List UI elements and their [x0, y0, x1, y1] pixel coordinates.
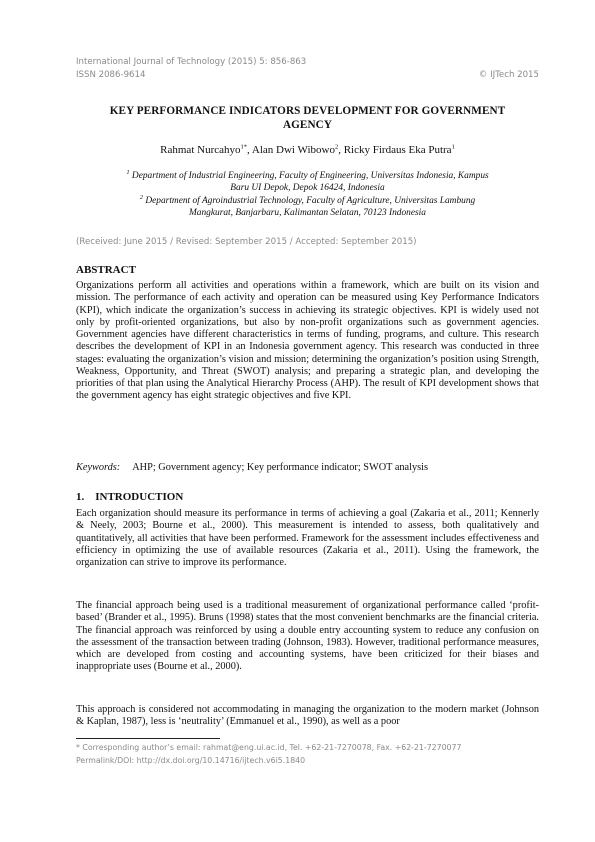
corresponding-author-footnote: * Corresponding author’s email: rahmat@eng.ui.ac.id, Tel. +62-21-7270078, Fax. +62-21-7270077 — [76, 743, 462, 752]
footnote-divider — [76, 738, 220, 739]
affiliation-2-number: 2 — [139, 193, 144, 201]
introduction-paragraph-1: Each organization should measure its performance in terms of achieving a goal (Zakaria et al., 2011; Kennerly & Neely, 2003; Bourne et al., 2000). This measurement is intended to assess, both qualitatively and quantitatively, all activities that have been performed. Framework for the assessment includes effectiveness and efficiency in optimizing the use of available resources (Zakaria et al., 2011). Using the framework, the organization can strive to improve its performance. — [76, 508, 539, 568]
author-1-affil: 1* — [240, 143, 247, 151]
author-list — [76, 144, 539, 156]
author-3: , Ricky Firdaus Eka Putra — [338, 144, 452, 156]
author-2: , Alan Dwi Wibowo — [247, 144, 335, 156]
received-dates: (Received: June 2015 / Revised: September 2015 / Accepted: September 2015) — [76, 237, 417, 247]
copyright: © IJTech 2015 — [478, 70, 539, 80]
journal-citation: International Journal of Technology (2015) 5: 856-863 — [76, 57, 307, 67]
introduction-paragraph-3: This approach is considered not accommodating in managing the organization to the modern market (Johnson & Kaplan, 1987), less is ‘neutrality’ (Emmanuel et al., 1990), as well as a poor — [76, 704, 539, 728]
keywords-text: AHP; Government agency; Key performance indicator; SWOT analysis — [132, 462, 428, 473]
affiliation-1-line-1: Department of Industrial Engineering, Faculty of Engineering, Universitas Indonesia, Kampus — [129, 171, 489, 181]
keywords — [76, 462, 428, 473]
affiliation-2 — [86, 195, 529, 220]
doi-permalink: Permalink/DOI: http://dx.doi.org/10.14716/ijtech.v6i5.1840 — [76, 756, 306, 765]
abstract-heading: ABSTRACT — [76, 264, 136, 276]
title-line-1: KEY PERFORMANCE INDICATORS DEVELOPMENT FOR GOVERNMENT — [109, 105, 506, 117]
affiliation-1 — [86, 170, 529, 195]
paper-title — [76, 104, 539, 132]
title-line-2: AGENCY — [282, 119, 333, 131]
introduction-paragraph-2: The financial approach being used is a traditional measurement of organizational performance called ‘profit-based’ (Brander et al., 1995). Bruns (1998) states that the most convenient benchmarks are the financial criteria. The financial approach was reinforced by using a double entry accounting system to reduce any confusion on the assessment of the transaction between trading (Johnson, 1983). However, traditional performance measures, which are developed from costing and accounting systems, have been criticized for their biases and inappropriate uses (Bourne et al., 2000). — [76, 600, 539, 673]
introduction-heading: 1. INTRODUCTION — [76, 491, 184, 503]
author-2-affil: 2 — [334, 143, 339, 151]
affiliation-1-number: 1 — [126, 168, 130, 176]
keywords-label: Keywords: — [76, 462, 121, 473]
abstract-text: Organizations perform all activities and operations within a framework, which are built on its vision and mission. The performance of each activity and operation can be measured using Key Performance Indicators (KPI), which indicate the organization’s success in achieving its strategic objectives. KPI is widely used not only by profit-oriented organizations, but also by non-profit organizations such as government agencies. Government agencies have different characteristics in terms of funding, programs, and culture. This research describes the development of KPI in an Indonesia government agency. This research was conducted in three stages: evaluating the organization’s vision and mission; determining the organization’s position using Strength, Weakness, Opportunity, and Threat (SWOT) analysis; and preparing a strategic plan, and developing the priorities of that plan using the Analytical Hierarchy Process (AHP). The result of KPI development shows that the government agency has eight strategic objectives and five KPI. — [76, 280, 539, 402]
author-3-affil: 1 — [451, 143, 455, 151]
author-1: Rahmat Nurcahyo — [160, 144, 241, 156]
issn: ISSN 2086-9614 — [76, 70, 146, 80]
affiliation-1-line-2: Baru UI Depok, Depok 16424, Indonesia — [230, 183, 385, 194]
affiliation-2-line-1: Department of Agroindustrial Technology, Faculty of Agriculture, Universitas Lambung — [143, 196, 476, 206]
affiliation-2-line-2: Mangkurat, Banjarbaru, Kalimantan Selatan, 70123 Indonesia — [189, 208, 426, 219]
